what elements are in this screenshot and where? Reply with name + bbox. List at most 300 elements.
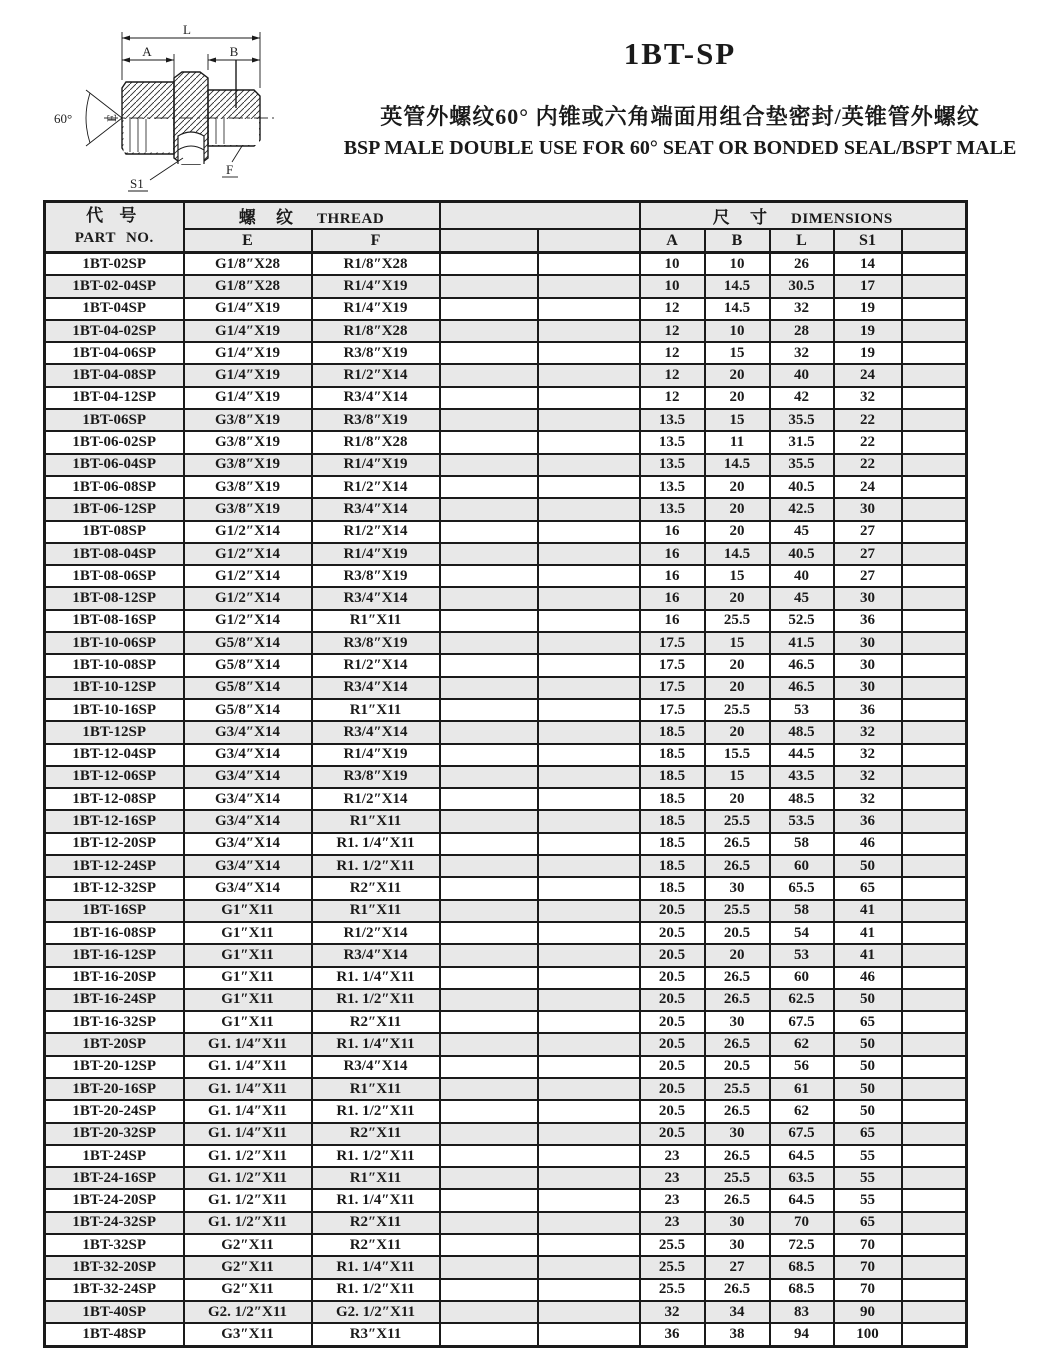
thread-f-cell: R1. 1/4″X11 xyxy=(312,1256,440,1278)
table-row xyxy=(45,476,967,498)
table-row xyxy=(45,877,967,899)
dim-a-cell: 10 xyxy=(640,253,705,276)
dim-b-cell: 14.5 xyxy=(705,275,770,297)
part-no-cell: 1BT-32-24SP xyxy=(45,1279,184,1301)
dim-l-cell: 28 xyxy=(770,320,834,342)
blank-cell xyxy=(538,922,640,944)
thread-header-en: THREAD xyxy=(317,211,385,227)
table-row xyxy=(45,1167,967,1189)
dim-l-cell: 68.5 xyxy=(770,1279,834,1301)
thread-e-cell: G2″X11 xyxy=(184,1279,312,1301)
part-no-cell: 1BT-08SP xyxy=(45,521,184,543)
blank-cell xyxy=(440,944,538,966)
part-no-cell: 1BT-12-24SP xyxy=(45,855,184,877)
dim-b-cell: 14.5 xyxy=(705,298,770,320)
thread-e-cell: G1/2″X14 xyxy=(184,521,312,543)
dim-a-cell: 20.5 xyxy=(640,1033,705,1055)
table-row xyxy=(45,387,967,409)
dim-s1-cell: 50 xyxy=(834,989,902,1011)
dim-b-cell: 15.5 xyxy=(705,744,770,766)
thread-f-cell: R1″X11 xyxy=(312,810,440,832)
blank-cell xyxy=(440,543,538,565)
fitting-drawing xyxy=(46,18,282,196)
thread-e-cell: G1. 1/4″X11 xyxy=(184,1056,312,1078)
col-header-blank-2 xyxy=(538,229,640,253)
blank-cell xyxy=(440,1100,538,1122)
part-no-cell: 1BT-04-06SP xyxy=(45,342,184,364)
thread-e-cell: G5/8″X14 xyxy=(184,654,312,676)
thread-e-cell: G3/8″X19 xyxy=(184,454,312,476)
dim-s1-cell: 30 xyxy=(834,677,902,699)
thread-e-cell: G1/2″X14 xyxy=(184,610,312,632)
dim-s1-cell: 22 xyxy=(834,454,902,476)
blank-cell xyxy=(538,833,640,855)
table-row xyxy=(45,766,967,788)
table-row xyxy=(45,721,967,743)
blank-cell xyxy=(440,1056,538,1078)
dim-b-cell: 10 xyxy=(705,253,770,276)
thread-f-cell: R1/2″X14 xyxy=(312,521,440,543)
dim-l-cell: 40 xyxy=(770,565,834,587)
blank-cell xyxy=(902,387,967,409)
dim-l-label: L xyxy=(183,22,191,37)
table-row xyxy=(45,1189,967,1211)
dim-s1-cell: 27 xyxy=(834,543,902,565)
dim-b-cell: 15 xyxy=(705,766,770,788)
blank-cell xyxy=(538,565,640,587)
thread-e-cell: G1/2″X14 xyxy=(184,543,312,565)
dim-s1-cell: 50 xyxy=(834,855,902,877)
dim-s1-cell: 50 xyxy=(834,1100,902,1122)
dim-a-cell: 18.5 xyxy=(640,810,705,832)
part-no-cell: 1BT-12-20SP xyxy=(45,833,184,855)
angle-label: 60° xyxy=(54,111,73,126)
dim-l-cell: 60 xyxy=(770,967,834,989)
thread-f-cell: R3/4″X14 xyxy=(312,1056,440,1078)
col-header-b: B xyxy=(705,229,770,253)
dim-b-cell: 15 xyxy=(705,409,770,431)
thread-e-cell: G1/4″X19 xyxy=(184,342,312,364)
dim-s1-cell: 24 xyxy=(834,364,902,386)
table-row xyxy=(45,1279,967,1301)
thread-e-cell: G1. 1/2″X11 xyxy=(184,1189,312,1211)
thread-f-cell: R3″X11 xyxy=(312,1323,440,1346)
thread-f-cell: R3/8″X19 xyxy=(312,565,440,587)
dim-b-cell: 15 xyxy=(705,565,770,587)
blank-cell xyxy=(902,654,967,676)
thread-e-cell: G1/2″X14 xyxy=(184,587,312,609)
table-row xyxy=(45,431,967,453)
blank-cell xyxy=(902,632,967,654)
dim-b-cell: 30 xyxy=(705,1011,770,1033)
dim-l-cell: 45 xyxy=(770,587,834,609)
blank-cell xyxy=(538,877,640,899)
blank-cell xyxy=(902,1189,967,1211)
dim-a-cell: 20.5 xyxy=(640,1078,705,1100)
dim-l-cell: 48.5 xyxy=(770,788,834,810)
thread-f-cell: R1″X11 xyxy=(312,900,440,922)
table-row xyxy=(45,610,967,632)
dim-l-cell: 44.5 xyxy=(770,744,834,766)
dim-a-cell: 17.5 xyxy=(640,677,705,699)
dim-b-cell: 25.5 xyxy=(705,610,770,632)
part-no-cell: 1BT-16-24SP xyxy=(45,989,184,1011)
blank-cell xyxy=(440,476,538,498)
dim-l-cell: 43.5 xyxy=(770,766,834,788)
dim-b-cell: 15 xyxy=(705,342,770,364)
blank-cell xyxy=(902,1100,967,1122)
dim-b-cell: 20 xyxy=(705,721,770,743)
table-row xyxy=(45,1078,967,1100)
thread-f-cell: R3/8″X19 xyxy=(312,409,440,431)
col-header-f: F xyxy=(312,229,440,253)
thread-f-cell: R1/2″X14 xyxy=(312,922,440,944)
part-no-cell: 1BT-04-08SP xyxy=(45,364,184,386)
blank-cell xyxy=(440,387,538,409)
blank-cell xyxy=(440,699,538,721)
table-row xyxy=(45,810,967,832)
dim-s1-cell: 36 xyxy=(834,810,902,832)
dim-l-cell: 40.5 xyxy=(770,543,834,565)
thread-f-cell: R1″X11 xyxy=(312,610,440,632)
dim-b-cell: 20 xyxy=(705,677,770,699)
dim-b-cell: 20 xyxy=(705,476,770,498)
part-no-cell: 1BT-10-08SP xyxy=(45,654,184,676)
dim-a-cell: 12 xyxy=(640,364,705,386)
thread-e-cell: G2″X11 xyxy=(184,1234,312,1256)
dim-b-cell: 10 xyxy=(705,320,770,342)
blank-cell xyxy=(440,677,538,699)
dim-a-cell: 16 xyxy=(640,543,705,565)
blank-cell xyxy=(538,632,640,654)
blank-cell xyxy=(902,587,967,609)
dim-a-cell: 20.5 xyxy=(640,922,705,944)
dim-s1-cell: 36 xyxy=(834,610,902,632)
blank-cell xyxy=(538,1100,640,1122)
dim-b-cell: 25.5 xyxy=(705,699,770,721)
dim-a-cell: 16 xyxy=(640,565,705,587)
thread-f-cell: R1/4″X19 xyxy=(312,744,440,766)
blank-cell xyxy=(538,364,640,386)
thread-f-cell: R1/4″X19 xyxy=(312,454,440,476)
blank-cell xyxy=(902,521,967,543)
dim-s1-cell: 32 xyxy=(834,788,902,810)
part-no-cell: 1BT-24-32SP xyxy=(45,1212,184,1234)
dim-l-cell: 56 xyxy=(770,1056,834,1078)
part-no-cell: 1BT-04-12SP xyxy=(45,387,184,409)
table-row xyxy=(45,1011,967,1033)
blank-cell xyxy=(902,1078,967,1100)
part-no-cell: 1BT-08-12SP xyxy=(45,587,184,609)
thread-e-cell: G1″X11 xyxy=(184,967,312,989)
table-row xyxy=(45,1234,967,1256)
dim-s1-cell: 55 xyxy=(834,1167,902,1189)
dim-a-cell: 18.5 xyxy=(640,766,705,788)
part-no-cell: 1BT-12-04SP xyxy=(45,744,184,766)
blank-cell xyxy=(902,1145,967,1167)
thread-e-cell: G1″X11 xyxy=(184,989,312,1011)
table-row xyxy=(45,587,967,609)
dim-l-cell: 42.5 xyxy=(770,498,834,520)
dim-s1-cell: 100 xyxy=(834,1323,902,1346)
col-header-e: E xyxy=(184,229,312,253)
dim-s1-cell: 19 xyxy=(834,320,902,342)
blank-cell xyxy=(902,989,967,1011)
table-row xyxy=(45,1145,967,1167)
dim-b-cell: 30 xyxy=(705,877,770,899)
blank-cell xyxy=(440,766,538,788)
part-no-cell: 1BT-04-02SP xyxy=(45,320,184,342)
dim-b-cell: 20 xyxy=(705,788,770,810)
thread-f-cell: R3/4″X14 xyxy=(312,721,440,743)
blank-cell xyxy=(440,989,538,1011)
dim-f-label: F xyxy=(226,162,234,177)
blank-cell xyxy=(538,1279,640,1301)
thread-f-cell: R1/2″X14 xyxy=(312,788,440,810)
dim-l-cell: 58 xyxy=(770,900,834,922)
dim-a-cell: 20.5 xyxy=(640,1100,705,1122)
dimensions-header-cn: 尺 寸 xyxy=(712,208,776,227)
part-no-cell: 1BT-06-02SP xyxy=(45,431,184,453)
blank-cell xyxy=(902,1033,967,1055)
dim-s1-cell: 41 xyxy=(834,900,902,922)
thread-f-cell: R2″X11 xyxy=(312,1212,440,1234)
blank-cell xyxy=(902,275,967,297)
dim-s1-cell: 65 xyxy=(834,877,902,899)
dim-s1-cell: 32 xyxy=(834,744,902,766)
blank-cell xyxy=(538,744,640,766)
subtitle-chinese: 英管外螺纹60° 内锥或六角端面用组合垫密封/英锥管外螺纹 xyxy=(380,104,980,129)
thread-f-cell: R1. 1/4″X11 xyxy=(312,967,440,989)
blank-cell xyxy=(440,721,538,743)
table-row xyxy=(45,454,967,476)
dim-s1-cell: 70 xyxy=(834,1234,902,1256)
dim-s1-cell: 30 xyxy=(834,654,902,676)
dim-b-cell: 34 xyxy=(705,1301,770,1323)
dim-s1-cell: 27 xyxy=(834,521,902,543)
thread-e-cell: G1. 1/2″X11 xyxy=(184,1212,312,1234)
part-no-cell: 1BT-48SP xyxy=(45,1323,184,1346)
blank-cell xyxy=(440,587,538,609)
part-no-cell: 1BT-32SP xyxy=(45,1234,184,1256)
dim-l-cell: 40.5 xyxy=(770,476,834,498)
blank-cell xyxy=(538,521,640,543)
thread-e-cell: G1. 1/4″X11 xyxy=(184,1100,312,1122)
part-no-cell: 1BT-08-04SP xyxy=(45,543,184,565)
table-row xyxy=(45,744,967,766)
dim-l-cell: 72.5 xyxy=(770,1234,834,1256)
table-row xyxy=(45,1323,967,1346)
blank-cell xyxy=(440,1078,538,1100)
blank-cell xyxy=(902,833,967,855)
blank-cell xyxy=(440,275,538,297)
blank-cell xyxy=(902,744,967,766)
blank-cell xyxy=(440,1167,538,1189)
dim-l-cell: 53 xyxy=(770,699,834,721)
blank-cell xyxy=(538,810,640,832)
dim-l-cell: 64.5 xyxy=(770,1189,834,1211)
dim-s1-cell: 30 xyxy=(834,587,902,609)
dim-a-cell: 17.5 xyxy=(640,632,705,654)
dim-l-cell: 64.5 xyxy=(770,1145,834,1167)
blank-cell xyxy=(440,967,538,989)
blank-cell xyxy=(902,877,967,899)
blank-cell xyxy=(440,654,538,676)
table-row xyxy=(45,543,967,565)
blank-cell xyxy=(538,298,640,320)
dim-l-cell: 67.5 xyxy=(770,1123,834,1145)
table-row xyxy=(45,253,967,276)
thread-f-cell: G2. 1/2″X11 xyxy=(312,1301,440,1323)
dim-b-cell: 26.5 xyxy=(705,1145,770,1167)
dim-s1-cell: 55 xyxy=(834,1145,902,1167)
thread-f-cell: R1/2″X14 xyxy=(312,364,440,386)
thread-f-cell: R1/4″X19 xyxy=(312,275,440,297)
thread-f-cell: R3/4″X14 xyxy=(312,498,440,520)
table-row xyxy=(45,1212,967,1234)
dim-a-cell: 23 xyxy=(640,1189,705,1211)
dim-a-cell: 16 xyxy=(640,610,705,632)
dim-a-cell: 13.5 xyxy=(640,476,705,498)
dim-a-cell: 16 xyxy=(640,521,705,543)
blank-cell xyxy=(538,454,640,476)
thread-f-cell: R1/2″X14 xyxy=(312,654,440,676)
part-no-cell: 1BT-12SP xyxy=(45,721,184,743)
blank-cell xyxy=(538,1123,640,1145)
dim-a-cell: 16 xyxy=(640,587,705,609)
dim-b-cell: 26.5 xyxy=(705,833,770,855)
blank-cell xyxy=(538,1212,640,1234)
dim-a-cell: 18.5 xyxy=(640,744,705,766)
table-row xyxy=(45,944,967,966)
thread-e-cell: G1/8″X28 xyxy=(184,253,312,276)
col-header-blank-3 xyxy=(902,229,967,253)
part-no-cell: 1BT-10-12SP xyxy=(45,677,184,699)
dim-a-cell: 17.5 xyxy=(640,699,705,721)
part-no-cell: 1BT-06SP xyxy=(45,409,184,431)
dim-a-cell: 25.5 xyxy=(640,1234,705,1256)
dim-l-cell: 54 xyxy=(770,922,834,944)
blank-group-header xyxy=(440,202,640,230)
blank-cell xyxy=(902,1323,967,1346)
dim-a-cell: 13.5 xyxy=(640,409,705,431)
dim-l-cell: 26 xyxy=(770,253,834,276)
thread-e-cell: G3/4″X14 xyxy=(184,833,312,855)
blank-cell xyxy=(902,900,967,922)
table-row xyxy=(45,632,967,654)
blank-cell xyxy=(902,543,967,565)
blank-cell xyxy=(440,833,538,855)
blank-cell xyxy=(538,699,640,721)
thread-e-cell: G3/4″X14 xyxy=(184,810,312,832)
dim-s1-cell: 41 xyxy=(834,944,902,966)
title-block xyxy=(340,36,1020,160)
col-header-a: A xyxy=(640,229,705,253)
dim-s1-cell: 55 xyxy=(834,1189,902,1211)
part-no-cell: 1BT-20-24SP xyxy=(45,1100,184,1122)
part-no-cell: 1BT-24-16SP xyxy=(45,1167,184,1189)
page-title: 1BT-SP xyxy=(623,36,737,71)
blank-cell xyxy=(902,454,967,476)
blank-cell xyxy=(440,431,538,453)
blank-cell xyxy=(538,855,640,877)
blank-cell xyxy=(538,1234,640,1256)
thread-e-cell: G1″X11 xyxy=(184,900,312,922)
blank-cell xyxy=(538,543,640,565)
dim-a-cell: 10 xyxy=(640,275,705,297)
blank-cell xyxy=(440,409,538,431)
dim-s1-cell: 50 xyxy=(834,1056,902,1078)
part-no-cell: 1BT-10-06SP xyxy=(45,632,184,654)
blank-cell xyxy=(902,342,967,364)
blank-cell xyxy=(538,409,640,431)
blank-cell xyxy=(902,1256,967,1278)
blank-cell xyxy=(902,1011,967,1033)
blank-cell xyxy=(440,1011,538,1033)
dim-s1-cell: 41 xyxy=(834,922,902,944)
dim-b-cell: 26.5 xyxy=(705,1189,770,1211)
part-no-cell: 1BT-16-32SP xyxy=(45,1011,184,1033)
part-no-header-en: PART NO. xyxy=(74,230,154,246)
table-row xyxy=(45,275,967,297)
thread-e-cell: G1/4″X19 xyxy=(184,387,312,409)
dim-l-cell: 53 xyxy=(770,944,834,966)
dim-b-cell: 20 xyxy=(705,521,770,543)
blank-cell xyxy=(902,565,967,587)
thread-e-cell: G5/8″X14 xyxy=(184,677,312,699)
blank-cell xyxy=(902,476,967,498)
thread-e-cell: G5/8″X14 xyxy=(184,632,312,654)
blank-cell xyxy=(538,275,640,297)
blank-cell xyxy=(902,699,967,721)
blank-cell xyxy=(538,1011,640,1033)
dim-a-cell: 20.5 xyxy=(640,900,705,922)
dim-b-cell: 26.5 xyxy=(705,1279,770,1301)
blank-cell xyxy=(440,610,538,632)
table-row xyxy=(45,320,967,342)
blank-cell xyxy=(538,1033,640,1055)
blank-cell xyxy=(538,1167,640,1189)
dim-l-cell: 45 xyxy=(770,521,834,543)
dim-s1-cell: 65 xyxy=(834,1123,902,1145)
part-no-cell: 1BT-20-32SP xyxy=(45,1123,184,1145)
dim-b-cell: 20 xyxy=(705,587,770,609)
dim-b-cell: 14.5 xyxy=(705,454,770,476)
blank-cell xyxy=(538,1056,640,1078)
thread-f-cell: R1. 1/2″X11 xyxy=(312,1279,440,1301)
blank-cell xyxy=(538,1323,640,1346)
table-row xyxy=(45,900,967,922)
blank-cell xyxy=(440,298,538,320)
thread-f-cell: R1. 1/4″X11 xyxy=(312,1033,440,1055)
dim-s1-cell: 17 xyxy=(834,275,902,297)
dim-a-cell: 13.5 xyxy=(640,431,705,453)
dim-l-cell: 94 xyxy=(770,1323,834,1346)
dim-a-cell: 12 xyxy=(640,298,705,320)
dim-l-cell: 67.5 xyxy=(770,1011,834,1033)
thread-e-cell: G1. 1/4″X11 xyxy=(184,1033,312,1055)
dim-b-cell: 20 xyxy=(705,498,770,520)
part-no-cell: 1BT-02-04SP xyxy=(45,275,184,297)
dim-s1-cell: 50 xyxy=(834,1033,902,1055)
blank-cell xyxy=(902,320,967,342)
blank-cell xyxy=(538,498,640,520)
table-row xyxy=(45,1100,967,1122)
dim-a-cell: 17.5 xyxy=(640,654,705,676)
dim-l-cell: 68.5 xyxy=(770,1256,834,1278)
blank-cell xyxy=(440,498,538,520)
spec-table-body xyxy=(45,253,967,1347)
